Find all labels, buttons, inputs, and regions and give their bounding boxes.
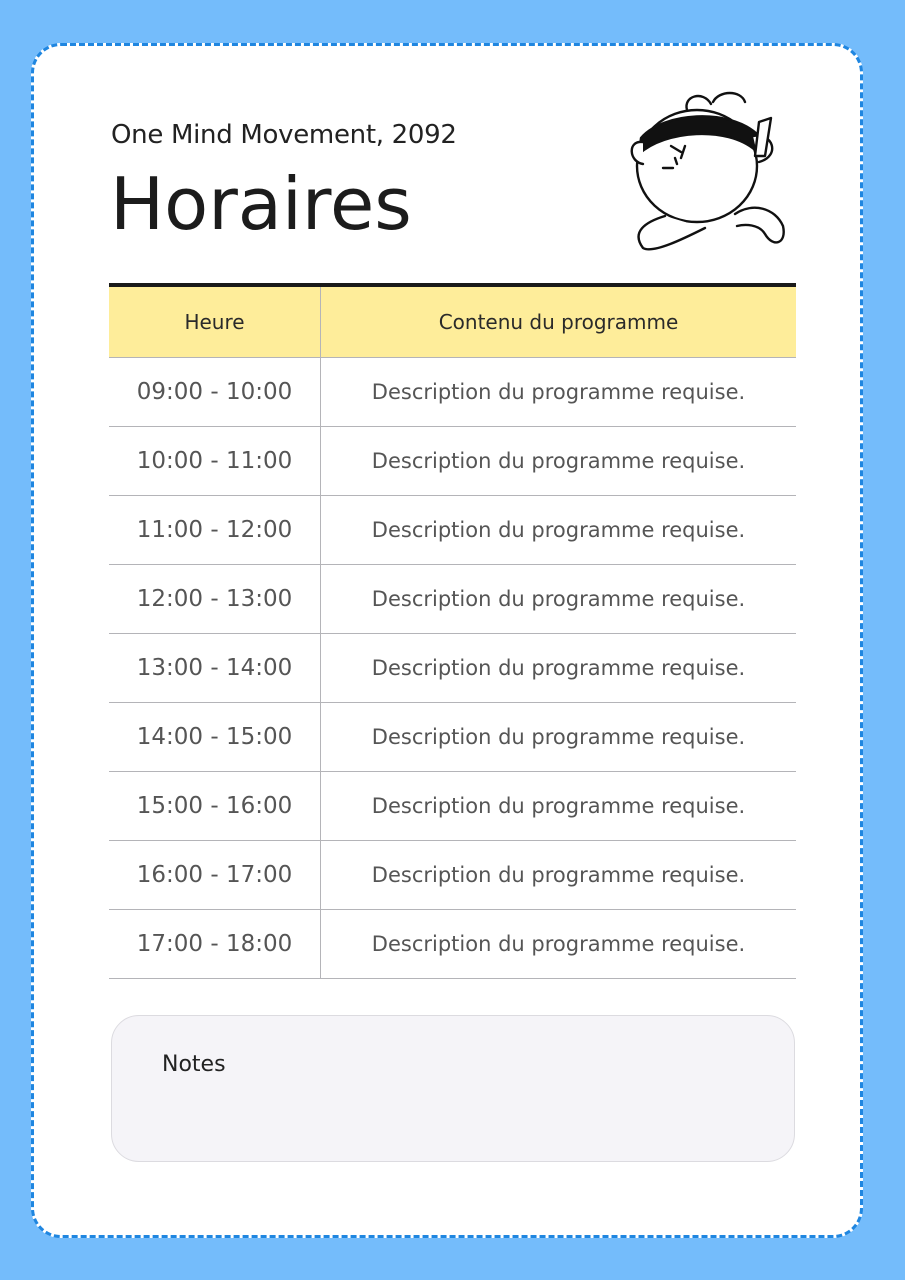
row-time: 12:00 - 13:00 — [109, 565, 321, 633]
event-subtitle: One Mind Movement, 2092 — [111, 120, 457, 150]
row-content: Description du programme requise. — [371, 863, 746, 887]
row-time: 09:00 - 10:00 — [109, 358, 321, 426]
row-time: 11:00 - 12:00 — [109, 496, 321, 564]
row-content: Description du programme requise. — [371, 587, 746, 611]
running-ball-character-icon — [625, 88, 793, 258]
table-row — [109, 634, 796, 703]
row-time: 10:00 - 11:00 — [109, 427, 321, 495]
row-content: Description du programme requise. — [371, 518, 746, 542]
row-time: 15:00 - 16:00 — [109, 772, 321, 840]
table-row — [109, 841, 796, 910]
table-row — [109, 427, 796, 496]
row-content: Description du programme requise. — [371, 449, 746, 473]
row-content: Description du programme requise. — [371, 725, 746, 749]
table-row — [109, 496, 796, 565]
table-header-row — [109, 287, 796, 358]
table-row — [109, 565, 796, 634]
table-row — [109, 910, 796, 979]
row-content: Description du programme requise. — [371, 380, 746, 404]
row-time: 16:00 - 17:00 — [109, 841, 321, 909]
header-time: Heure — [109, 287, 321, 357]
row-time: 14:00 - 15:00 — [109, 703, 321, 771]
row-content: Description du programme requise. — [371, 794, 746, 818]
notes-label: Notes — [162, 1052, 226, 1077]
schedule-table — [109, 283, 796, 979]
row-content: Description du programme requise. — [371, 932, 746, 956]
row-content: Description du programme requise. — [371, 656, 746, 680]
notes-box[interactable] — [111, 1015, 795, 1162]
table-row — [109, 703, 796, 772]
header-content: Contenu du programme — [438, 310, 679, 334]
table-row — [109, 358, 796, 427]
row-time: 13:00 - 14:00 — [109, 634, 321, 702]
table-row — [109, 772, 796, 841]
page-title: Horaires — [110, 162, 412, 246]
row-time: 17:00 - 18:00 — [109, 910, 321, 978]
